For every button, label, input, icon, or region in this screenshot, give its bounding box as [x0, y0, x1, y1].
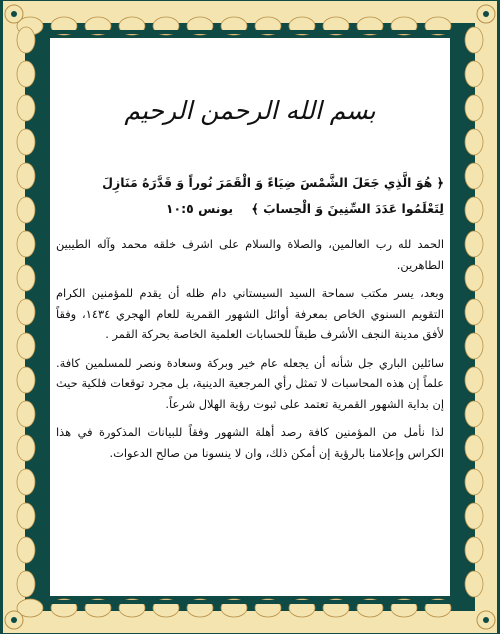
frame-scallop	[465, 401, 483, 427]
paragraph: وبعد، يسر مكتب سماحة السيد السيستاني دام ظله أن يقدم للمؤمنين الكرام التقويم السنوي الخاص بمعرفة أوائل الشهور القمرية للعام الهجري ١٤٣٤، وفقاً لأفق مدينة النجف الأشرف طبقاً للحسابات العلمية الخاصة بحركة القمر .	[56, 286, 444, 341]
frame-scallop	[17, 61, 35, 87]
frame-scallop	[465, 95, 483, 121]
paragraph: لذا نأمل من المؤمنين كافة رصد أهلة الشهور وفقاً للبيانات المذكورة في هذا الكراس وإعلامنا بالرؤية إن أمكن ذلك، وان لا ينسونا من صالح الدعوات.	[56, 425, 444, 460]
paragraph: سائلين الباري جل شأنه أن يجعله عام خير وبركة وسعادة ونصر للمسلمين كافة. علماً إن هذه المحاسبات لا تمثل رأي المرجعية الدينية، بل مجرد توقعات فلكية حيث إن بداية الشهور القمرية تعتمد على ثبوت رؤية الهلال شرعاً.	[56, 355, 444, 411]
frame-scallop	[17, 163, 35, 189]
frame-scallop	[465, 61, 483, 87]
frame-scallop	[17, 27, 35, 53]
paragraph: الحمد لله رب العالمين، والصلاة والسلام على اشرف خلقه محمد وآله الطيبين الطاهرين.	[56, 237, 444, 272]
frame-scallop	[465, 503, 483, 529]
frame-scallop	[17, 333, 35, 359]
corner-rosette-center	[483, 11, 489, 17]
frame-scallop	[17, 571, 35, 597]
frame-scallop	[17, 503, 35, 529]
verse-text: ﴿ هُوَ الَّذِي جَعَلَ الشَّمْسَ ضِيَاءً وَ الْقَمَرَ نُوراً وَ قَدَّرَهُ مَنَازِلَ لِتَعْلَمُوا عَدَدَ السِّنِينَ وَ الْحِسابَ ﴾	[102, 175, 444, 216]
corner-rosette-center	[11, 617, 17, 623]
frame-scallop	[465, 299, 483, 325]
frame-scallop	[465, 537, 483, 563]
frame-scallop	[465, 163, 483, 189]
corner-rosette-center	[11, 11, 17, 17]
frame-scallop	[17, 469, 35, 495]
document-page	[50, 38, 450, 596]
frame-scallop	[17, 197, 35, 223]
frame-scallop	[465, 333, 483, 359]
frame-scallop	[17, 435, 35, 461]
frame-scallop	[465, 197, 483, 223]
quran-verse	[56, 170, 444, 222]
corner-rosette-center	[483, 617, 489, 623]
frame-scallop	[465, 571, 483, 597]
frame-scallop	[465, 265, 483, 291]
body-text	[56, 234, 444, 471]
frame-scallop	[17, 129, 35, 155]
frame-scallop	[17, 231, 35, 257]
basmala-calligraphy: بسم الله الرحمن الرحيم	[124, 96, 376, 125]
frame-scallop	[17, 537, 35, 563]
frame-scallop	[465, 435, 483, 461]
frame-scallop	[17, 299, 35, 325]
frame-scallop	[465, 27, 483, 53]
frame-scallop	[465, 231, 483, 257]
frame-scallop	[465, 129, 483, 155]
frame-scallop	[17, 367, 35, 393]
frame-scallop	[465, 367, 483, 393]
frame-scallop	[17, 401, 35, 427]
verse-reference: يونس ١٠:٥	[165, 201, 234, 216]
frame-scallop	[465, 469, 483, 495]
frame-scallop	[17, 265, 35, 291]
frame-scallop	[17, 95, 35, 121]
